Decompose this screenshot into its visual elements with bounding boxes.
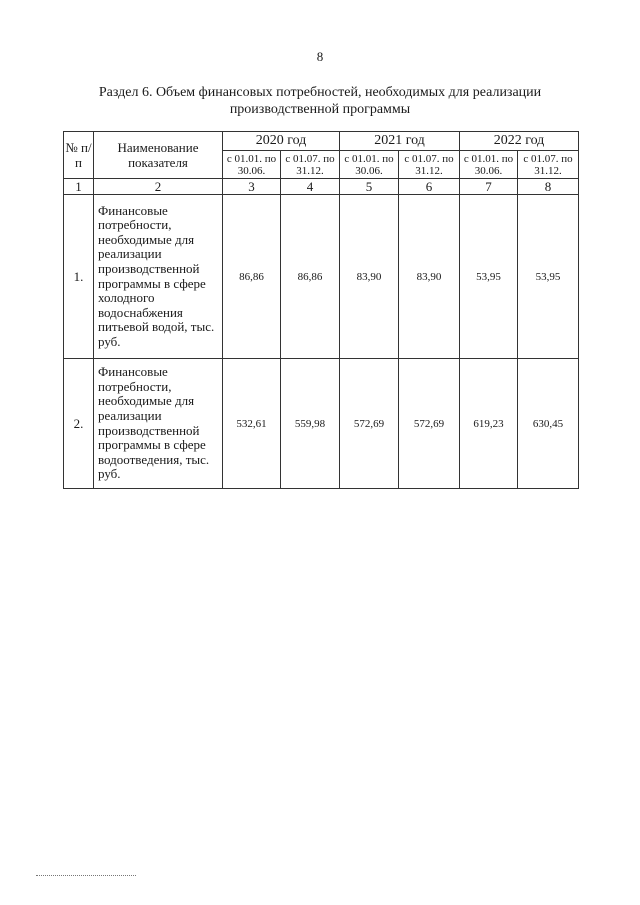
column-number: 6	[399, 179, 460, 195]
row-indicator-name: Финансовые потребности, необходимые для реализации производственной программы в сфере холодного водоснабжения питьевой водой, тыс. руб.	[94, 195, 223, 359]
row-value: 572,69	[340, 359, 399, 489]
row-value: 86,86	[281, 195, 340, 359]
row-value: 53,95	[518, 195, 579, 359]
table-row	[64, 195, 579, 359]
row-number: 1.	[64, 195, 94, 359]
row-value: 53,95	[460, 195, 518, 359]
row-value: 83,90	[399, 195, 460, 359]
header-year-2022: 2022 год	[460, 132, 579, 151]
header-period: с 01.01. по 30.06.	[460, 151, 518, 179]
section-title: Раздел 6. Объем финансовых потребностей, необходимых для реализации производственной программы	[98, 85, 542, 117]
header-year-2020: 2020 год	[223, 132, 340, 151]
row-indicator-name: Финансовые потребности, необходимые для реализации производственной программы в сфере водоотведения, тыс. руб.	[94, 359, 223, 489]
column-number: 1	[64, 179, 94, 195]
header-period: с 01.07. по 31.12.	[281, 151, 340, 179]
column-number: 7	[460, 179, 518, 195]
header-period: с 01.01. по 30.06.	[340, 151, 399, 179]
column-number: 5	[340, 179, 399, 195]
header-col-no: № п/п	[64, 132, 94, 179]
row-value: 630,45	[518, 359, 579, 489]
footer-dotted-line	[36, 875, 136, 877]
table-row	[64, 359, 579, 489]
page-number: 8	[316, 49, 324, 64]
column-number: 2	[94, 179, 223, 195]
row-number: 2.	[64, 359, 94, 489]
column-number: 4	[281, 179, 340, 195]
row-value: 83,90	[340, 195, 399, 359]
financial-needs-table	[63, 131, 579, 489]
column-number: 8	[518, 179, 579, 195]
header-period: с 01.07. по 31.12.	[399, 151, 460, 179]
row-value: 619,23	[460, 359, 518, 489]
header-period: с 01.01. по 30.06.	[223, 151, 281, 179]
row-value: 86,86	[223, 195, 281, 359]
header-period: с 01.07. по 31.12.	[518, 151, 579, 179]
column-number: 3	[223, 179, 281, 195]
header-year-2021: 2021 год	[340, 132, 460, 151]
row-value: 572,69	[399, 359, 460, 489]
header-row-column-numbers	[64, 179, 579, 195]
row-value: 532,61	[223, 359, 281, 489]
row-value: 559,98	[281, 359, 340, 489]
header-row-years	[64, 132, 579, 151]
header-col-name: Наименование показателя	[94, 132, 223, 179]
